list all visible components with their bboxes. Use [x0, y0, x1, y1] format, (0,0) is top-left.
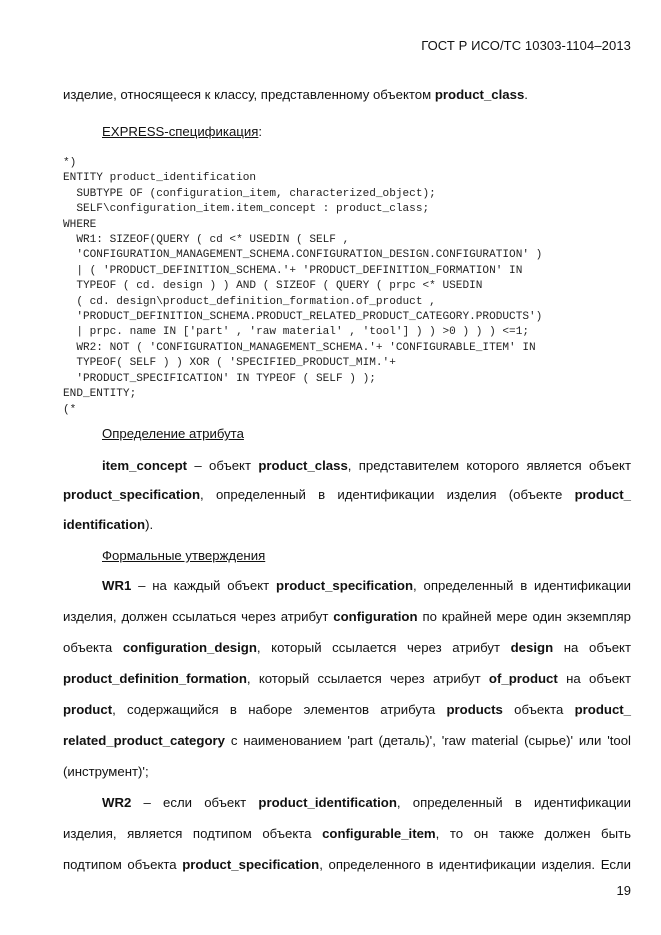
attr-def-line-2: product_specification, определенный в идентификации изделия (объекте product_ [63, 487, 631, 502]
wr1-line-4: product_definition_formation, который ссылается через атрибут of_product на объект [63, 671, 631, 686]
wr1-line-3: объекта configuration_design, который ссылается через атрибут design на объект [63, 640, 631, 655]
wr2-line-3: подтипом объекта product_specification, определенного в идентификации изделия. Если [63, 857, 631, 872]
wr1-line-7: (инструмент)'; [63, 764, 149, 779]
attribute-definition-heading: Определение атрибута [102, 426, 244, 441]
wr2-line-1: WR2 – если объект product_identification, определенный в идентификации [102, 795, 631, 810]
express-heading: EXPRESS-спецификация: [102, 124, 263, 139]
wr1-line-1: WR1 – на каждый объект product_specification, определенный в идентификации [102, 578, 631, 593]
express-code-block: *) ENTITY product_identification SUBTYPE OF (configuration_item, characterized_object); SELF\configuration_item.item_concept : product_class; WHERE WR1: SIZEOF(QUERY ( cd <* USEDIN ( SELF , 'CONFIGURATION_MANAGEMENT_SCHEMA.CONFIGURATION_DESIGN.CONFIGURATION' ) | ( 'PRODUCT_DEFINITION_SCHEMA.'+ 'PRODUCT_DEFINITION_FORMATION' IN TYPEOF ( cd. design ) ) AND ( SIZEOF ( QUERY ( prpc <* USEDIN ( cd. design\product_definition_formation.of_product , 'PRODUCT_DEFINITION_SCHEMA.PRODUCT_RELATED_PRODUCT_CATEGORY.PRODUCTS') | prpc. name IN ['part' , 'raw material' , 'tool'] ) ) >0 ) ) ) <=1; WR2: NOT ( 'CONFIGURATION_MANAGEMENT_SCHEMA.'+ 'CONFIGURABLE_ITEM' IN TYPEOF( SELF ) ) XOR ( 'SPECIFIED_PRODUCT_MIM.'+ 'PRODUCT_SPECIFICATION' IN TYPEOF ( SELF ) ); END_ENTITY; (* [63, 157, 543, 416]
formal-statements-heading: Формальные утверждения [102, 548, 266, 563]
standard-code: ГОСТ Р ИСО/ТС 10303-1104–2013 [421, 38, 631, 53]
attr-def-line-1: item_concept – объект product_class, представителем которого является объект [102, 458, 631, 473]
intro-line: изделие, относящееся к классу, представленному объектом product_class. [63, 87, 528, 102]
wr1-line-2: изделия, должен ссылаться через атрибут configuration по крайней мере один экземпляр [63, 609, 631, 624]
attr-def-line-3: identification). [63, 517, 154, 532]
wr2-line-2: изделия, является подтипом объекта configurable_item, то он также должен быть [63, 826, 632, 841]
wr1-line-6: related_product_category с наименованием 'part (деталь)', 'raw material (сырье)' или 'tool [63, 733, 631, 748]
wr1-line-5: product, содержащийся в наборе элементов атрибута products объекта product_ [63, 702, 632, 717]
page-number: 19 [616, 883, 631, 898]
